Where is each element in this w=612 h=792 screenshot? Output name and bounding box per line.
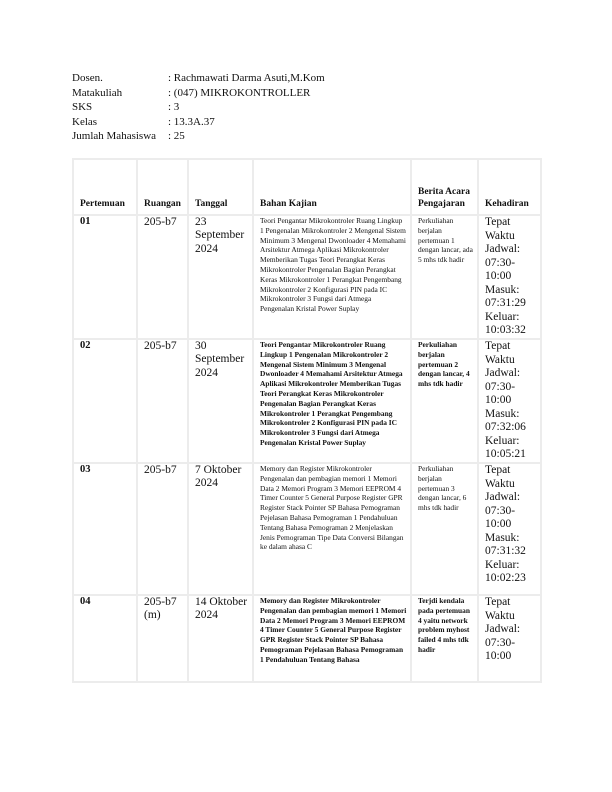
info-dosen [72,71,325,86]
cell-berita-acara: Perkuliahan berjalan pertemuan 1 dengan lancar, ada 5 mhs tdk hadir [411,215,478,339]
info-value: : 3 [168,101,180,114]
course-info [72,71,325,144]
cell-bahan-kajian: Teori Pengantar Mikrokontroler Ruang Lingkup 1 Pengenalan Mikrokontroler 2 Mengenal Sistem Minimum 3 Mengenal Dwonloader 4 Memahami Arsitektur Atmega Aplikasi Mikrokontroler Memberikan Tugas Teori Perangkat Keras Mikrokontroler Pengenalan Bagian Perangkat Keras Mikrokontroler 1 Perangkat Pengembang Mikrokontroler 2 Konfigurasi PIN pada IC Mikrokontroler 3 Fungsi dari Atmega Pengenalan Kristal Power Suplay [253,215,411,339]
table-row [73,595,541,682]
info-matakuliah [72,86,325,101]
cell-bahan-kajian: Teori Pengantar Mikrokontroler Ruang Lingkup 1 Pengenalan Mikrokontroler 2 Mengenal Sistem Minimum 3 Mengenal Dwonloader 4 Memahami Arsitektur Atmega Aplikasi Mikrokontroler Memberikan Tugas Teori Perangkat Keras Mikrokontroler Pengenalan Bagian Perangkat Keras Mikrokontroler 1 Perangkat Pengembang Mikrokontroler 2 Konfigurasi PIN pada IC Mikrokontroler 3 Fungsi dari Atmega Pengenalan Kristal Power Suplay [253,339,411,463]
info-label: Kelas [72,115,98,128]
cell-pertemuan: 01 [73,215,137,339]
kehadiran-keluar: Keluar: 10:02:23 [485,558,526,584]
info-value: : (047) MIKROKONTROLLER [168,86,311,99]
info-label: Dosen. [72,72,103,84]
kehadiran-status: Tepat Waktu [485,340,515,366]
table-row [73,463,541,595]
header-kehadiran: Kehadiran [478,159,541,215]
header-berita-acara: Berita Acara Pengajaran [411,159,478,215]
info-label: Matakuliah [72,86,123,99]
attendance-table [72,158,542,683]
cell-pertemuan: 02 [73,339,137,463]
info-label: SKS [72,101,93,114]
kehadiran-keluar: Keluar: 10:05:21 [485,434,526,460]
kehadiran-jadwal: Jadwal: 07:30-10:00 [485,491,521,530]
cell-berita-acara: Perkuliahan berjalan pertemuan 2 dengan lancar, 4 mhs tdk hadir [411,339,478,463]
kehadiran-keluar: Keluar: 10:03:32 [485,310,526,336]
cell-tanggal: 14 Oktober 2024 [188,595,253,682]
table-row [73,215,541,339]
cell-kehadiran [478,339,541,463]
header-bahan-kajian: Bahan Kajian [253,159,411,215]
cell-tanggal: 23 September 2024 [188,215,253,339]
header-ruangan: Ruangan [137,159,188,215]
cell-tanggal: 7 Oktober 2024 [188,463,253,595]
kehadiran-status: Tepat Waktu [485,464,515,490]
kehadiran-status: Tepat Waktu [485,596,515,622]
cell-kehadiran [478,595,541,682]
info-kelas [72,115,325,130]
cell-kehadiran [478,215,541,339]
cell-berita-acara: Terjdi kendala pada pertemuan 4 yaitu network problem myhost failed 4 mhs tdk hadir [411,595,478,682]
cell-kehadiran [478,463,541,595]
cell-ruangan: 205-b7 [137,339,188,463]
header-pertemuan: Pertemuan [73,159,137,215]
kehadiran-jadwal: Jadwal: 07:30-10:00 [485,623,521,662]
cell-ruangan: 205-b7 [137,215,188,339]
cell-pertemuan: 03 [73,463,137,595]
cell-bahan-kajian: Memory dan Register Mikrokontroler Pengenalan dan pembagian memori 1 Memori Data 2 Memori Program 3 Memori EEPROM 4 Timer Counter 5 General Purpose Register GPR Register Stack Pointer SP Bahasa Pemograman Pejelasan Bahasa Pemograman 1 Pendahuluan Tentang Bahasa [253,595,411,682]
kehadiran-jadwal: Jadwal: 07:30-10:00 [485,367,521,406]
cell-pertemuan: 04 [73,595,137,682]
cell-bahan-kajian: Memory dan Register Mikrokontroler Pengenalan dan pembagian memori 1 Memori Data 2 Memori Program 3 Memori EEPROM 4 Timer Counter 5 General Purpose Register GPR Register Stack Pointer SP Bahasa Pemograman Pejelasan Bahasa Pemograman 1 Pendahuluan Tentang Bahasa Pemograman 2 Menjelaskan Jenis Pemograman Tipe Data Conversi Bilangan ke dalam ahasa C [253,463,411,595]
cell-ruangan: 205-b7 (m) [137,595,188,682]
info-value: : 13.3A.37 [168,115,215,128]
kehadiran-masuk: Masuk: 07:31:32 [485,531,526,557]
cell-berita-acara: Perkuliahan berjalan pertemuan 3 dengan lancar, 6 mhs tdk hadir [411,463,478,595]
table-header-row [73,159,541,215]
info-label: Jumlah Mahasiswa [72,130,157,143]
info-value: : 25 [168,130,185,143]
kehadiran-masuk: Masuk: 07:31:29 [485,283,526,309]
kehadiran-status: Tepat Waktu [485,216,515,242]
cell-ruangan: 205-b7 [137,463,188,595]
kehadiran-jadwal: Jadwal: 07:30-10:00 [485,243,521,282]
cell-tanggal: 30 September 2024 [188,339,253,463]
info-value: : Rachmawati Darma Asuti,M.Kom [168,72,325,84]
info-jumlah-mahasiswa [72,129,325,144]
table-row [73,339,541,463]
header-tanggal: Tanggal [188,159,253,215]
info-sks [72,100,325,115]
kehadiran-masuk: Masuk: 07:32:06 [485,407,526,433]
